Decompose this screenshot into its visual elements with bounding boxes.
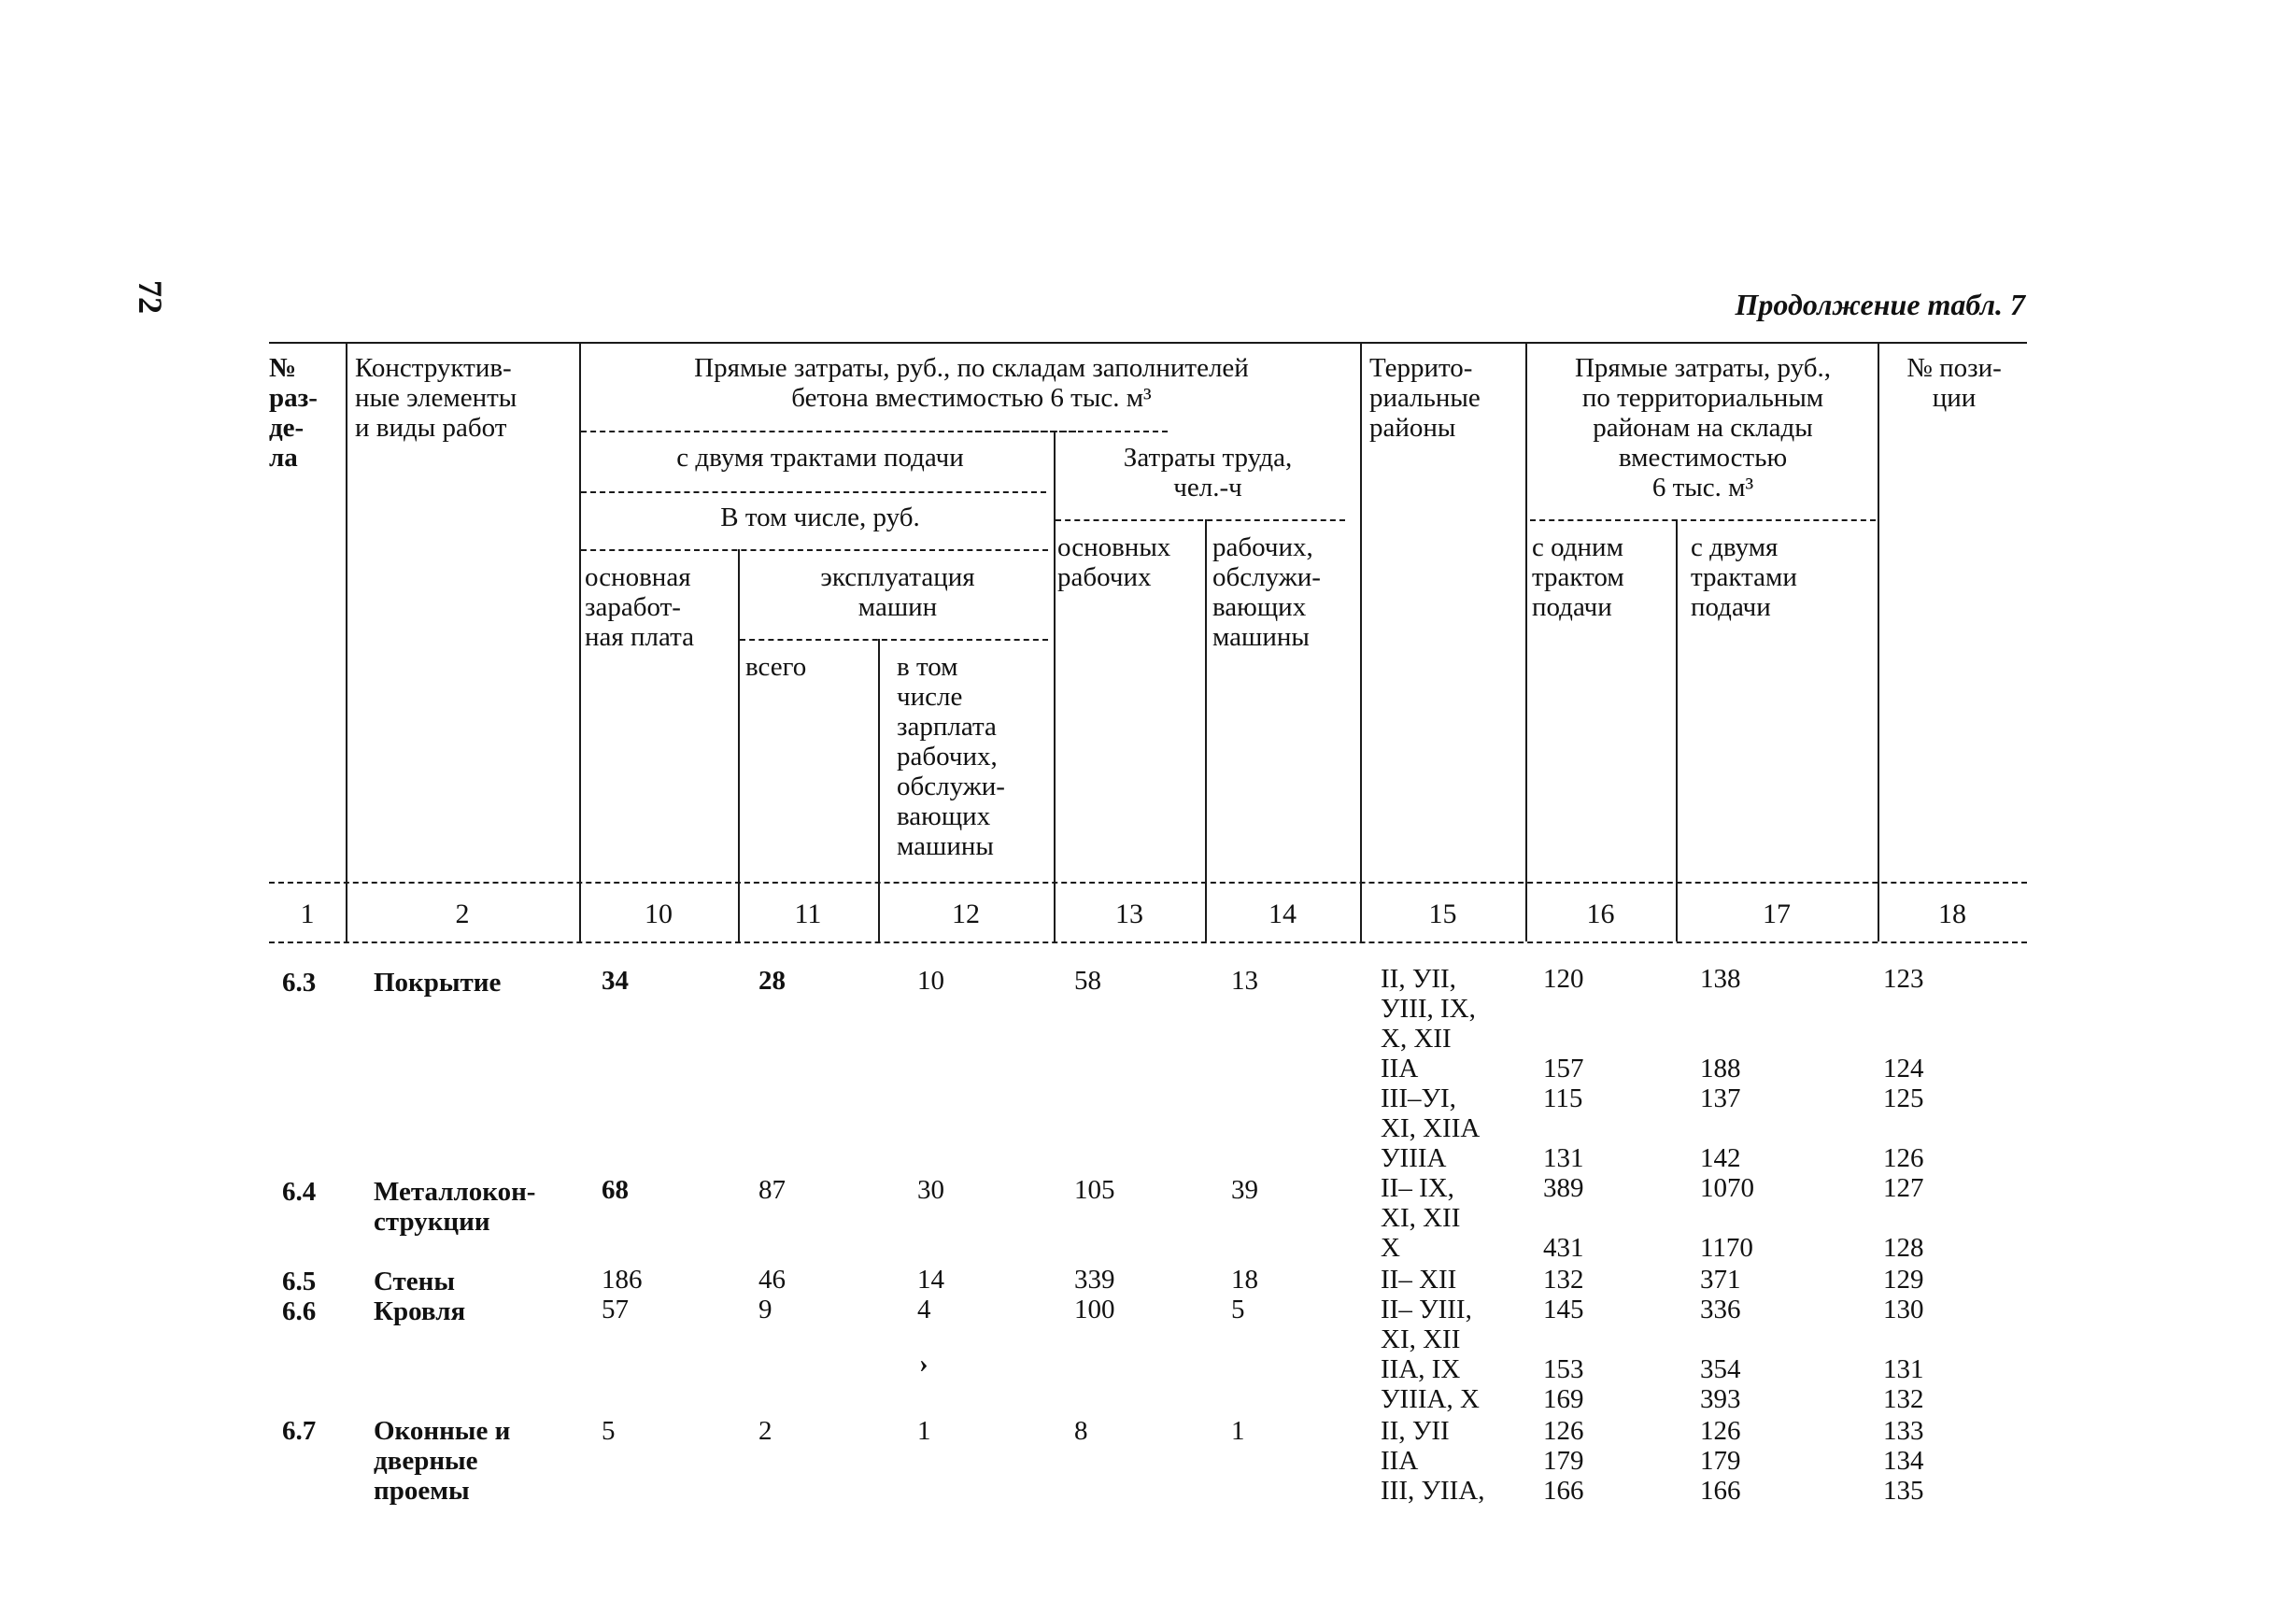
row-section: 6.5	[282, 1267, 317, 1296]
cell-main-workers: 58	[1074, 966, 1101, 996]
header-section-no: № раз- де- ла	[269, 353, 318, 473]
header-two-feed: с двумя трактами подачи	[676, 443, 964, 473]
header-machine-workers: рабочих, обслужи- вающих машины	[1212, 532, 1321, 652]
header-elements: Конструктив- ные элементы и виды работ	[355, 353, 517, 443]
cost-table	[269, 342, 2027, 1612]
cell-machine-total: 2	[758, 1416, 772, 1446]
header-incl-rub: В том числе, руб.	[720, 503, 920, 532]
vrule-17	[1878, 342, 1879, 942]
cell-machine-wage: 30	[917, 1175, 944, 1205]
cell-base-wage: 5	[602, 1416, 616, 1446]
col-number: 11	[794, 899, 822, 929]
row-element: Стены	[374, 1267, 456, 1296]
cell-machine-wage: 1	[917, 1416, 931, 1446]
col-number: 14	[1268, 899, 1297, 929]
cell-main-workers: 100	[1074, 1295, 1115, 1324]
rule-machine-op	[740, 639, 1048, 641]
header-one-feed: с одним трактом подачи	[1532, 532, 1624, 622]
rule-incl	[581, 491, 1046, 493]
vrule-12	[1054, 431, 1056, 942]
cell-machine-workers: 18	[1231, 1265, 1258, 1295]
cell-one-feed: 389 431	[1543, 1173, 1584, 1263]
cell-machine-total: 87	[758, 1175, 786, 1205]
rule-labor	[1056, 519, 1345, 521]
cell-machine-workers: 39	[1231, 1175, 1258, 1205]
col-number: 18	[1938, 899, 1966, 929]
page-number: 72	[132, 280, 169, 314]
cell-regions: II– XII	[1381, 1265, 1457, 1295]
cell-position: 127 128	[1883, 1173, 1924, 1263]
vrule-10	[738, 549, 740, 942]
cell-machine-total: 46	[758, 1265, 786, 1295]
col-number: 16	[1586, 899, 1615, 929]
cell-machine-workers: 1	[1231, 1416, 1245, 1446]
header-territory: Террито- риальные районы	[1369, 353, 1481, 443]
row-section: 6.3	[282, 968, 317, 998]
col-number: 12	[952, 899, 980, 929]
row-element: Оконные и дверные проемы	[374, 1416, 511, 1506]
cell-two-feed: 1070 1170	[1700, 1173, 1754, 1263]
vrule-15	[1525, 342, 1527, 942]
cell-regions: II, УII IIА III, УIIА,	[1381, 1416, 1485, 1506]
cell-regions: II, УII, УIII, IX, X, XII IIА III–УI, XI, XIIА УIIIА	[1381, 964, 1481, 1173]
header-main-workers: основных рабочих	[1057, 532, 1171, 592]
cell-regions: II– IX, XI, XII X	[1381, 1173, 1461, 1263]
header-incl-wage: в том числе зарплата рабочих, обслужи- вающих машины	[897, 652, 1005, 861]
cell-main-workers: 105	[1074, 1175, 1115, 1205]
header-total: всего	[745, 652, 807, 682]
cell-one-feed: 132	[1543, 1265, 1584, 1295]
row-element: Кровля	[374, 1296, 466, 1326]
cell-two-feed: 371	[1700, 1265, 1741, 1295]
row-element: Металлокон- струкции	[374, 1177, 536, 1237]
cell-one-feed: 126 179 166	[1543, 1416, 1584, 1506]
table-caption: Продолжение табл. 7	[1735, 288, 2025, 321]
cell-base-wage: 68	[602, 1175, 629, 1205]
cell-machine-wage: 14	[917, 1265, 944, 1295]
cell-machine-workers: 5	[1231, 1295, 1245, 1324]
cell-machine-total: 28	[758, 966, 786, 996]
header-position: № пози- ции	[1906, 353, 2002, 413]
header-machine-op: эксплуатация машин	[820, 562, 975, 622]
cell-position: 130 131 132	[1883, 1295, 1924, 1414]
cell-main-workers: 339	[1074, 1265, 1115, 1295]
header-two-feed-short: с двумя трактами подачи	[1691, 532, 1797, 622]
vrule-1	[346, 342, 347, 942]
col-number: 17	[1763, 899, 1791, 929]
row-element: Покрытие	[374, 968, 502, 998]
cell-position: 123 124 125 126	[1883, 964, 1924, 1173]
header-labor: Затраты труда, чел.-ч	[1123, 443, 1293, 503]
cell-main-workers: 8	[1074, 1416, 1088, 1446]
cell-one-feed: 145 153 169	[1543, 1295, 1584, 1414]
cell-two-feed: 336 354 393	[1700, 1295, 1741, 1414]
rule-head-bottom	[269, 882, 2027, 884]
cell-regions: II– УIII, XI, XII IIА, IX УIIIА, X	[1381, 1295, 1480, 1414]
cell-base-wage: 186	[602, 1265, 643, 1295]
row-section: 6.7	[282, 1416, 317, 1446]
cell-position: 129	[1883, 1265, 1924, 1295]
col-number: 15	[1428, 899, 1457, 929]
cell-one-feed: 120 157 115 131	[1543, 964, 1584, 1173]
vrule-14	[1360, 342, 1362, 942]
rule-territory-costs	[1530, 519, 1876, 521]
cell-base-wage: 34	[602, 966, 629, 996]
col-number: 13	[1115, 899, 1143, 929]
cell-position: 133 134 135	[1883, 1416, 1924, 1506]
cell-two-feed: 138 188 137 142	[1700, 964, 1741, 1173]
rule-top	[269, 342, 2027, 344]
col-number: 2	[455, 899, 470, 929]
cell-machine-wage: 4	[917, 1295, 931, 1324]
cell-mark: ›	[919, 1349, 928, 1379]
vrule-16	[1676, 519, 1678, 942]
cell-two-feed: 126 179 166	[1700, 1416, 1741, 1506]
rule-base-wage	[581, 549, 1048, 551]
rule-numbers-bottom	[269, 942, 2027, 943]
cell-machine-total: 9	[758, 1295, 772, 1324]
vrule-2	[579, 342, 581, 942]
vrule-11	[878, 639, 880, 942]
rule-sub-territory	[975, 431, 1168, 432]
col-number: 10	[645, 899, 673, 929]
cell-machine-wage: 10	[917, 966, 944, 996]
header-direct-costs: Прямые затраты, руб., по складам заполнителей бетона вместимостью 6 тыс. м³	[694, 353, 1249, 413]
header-base-wage: основная заработ- ная плата	[585, 562, 694, 652]
col-number: 1	[300, 899, 315, 929]
cell-machine-workers: 13	[1231, 966, 1258, 996]
cell-base-wage: 57	[602, 1295, 629, 1324]
row-section: 6.6	[282, 1296, 317, 1326]
row-section: 6.4	[282, 1177, 317, 1207]
header-territory-costs: Прямые затраты, руб., по территориальным районам на склады вместимостью 6 тыс. м³	[1574, 353, 1832, 503]
